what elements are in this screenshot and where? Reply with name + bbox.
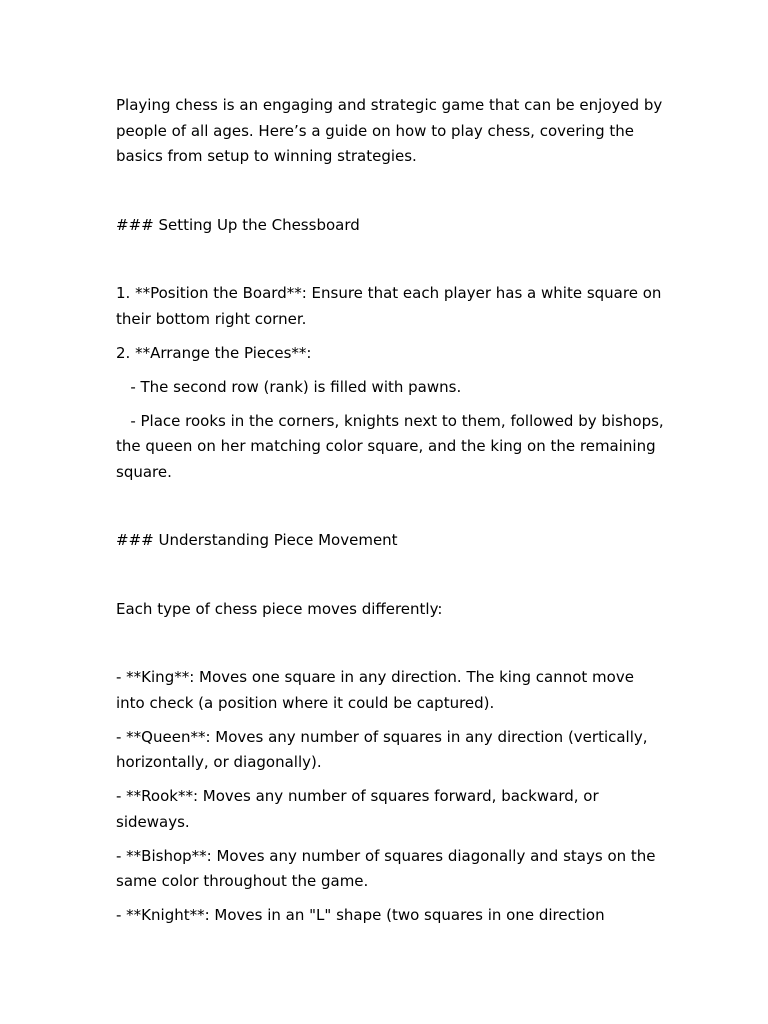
movement-intro: Each type of chess piece moves differently: <box>116 599 443 618</box>
intro-paragraph: Playing chess is an engaging and strategic game that can be enjoyed by people of all ages. Here’s a guide on how to play chess, covering the basics from setup to winning strategies. <box>116 96 663 165</box>
list-item-bishop: - **Bishop**: Moves any number of squares diagonally and stays on the same color throughout the game. <box>116 846 656 890</box>
section-heading-setup: ### Setting Up the Chessboard <box>116 215 360 234</box>
document-body <box>116 93 669 937</box>
list-item-position-board: 1. **Position the Board**: Ensure that each player has a white square on their bottom right corner. <box>116 284 662 328</box>
list-item-queen: - **Queen**: Moves any number of squares in any direction (vertically, horizontally, or diagonally). <box>116 727 648 771</box>
list-item-king: - **King**: Moves one square in any direction. The king cannot move into check (a position where it could be captured). <box>116 668 634 712</box>
section-heading-movement: ### Understanding Piece Movement <box>116 531 398 549</box>
list-item-knight: - **Knight**: Moves in an "L" shape (two squares in one direction <box>116 906 605 924</box>
list-item-arrange-pieces: 2. **Arrange the Pieces**: <box>116 343 312 362</box>
list-item-rook: - **Rook**: Moves any number of squares forward, backward, or sideways. <box>116 787 599 831</box>
sub-item-piece-placement: - Place rooks in the corners, knights next to them, followed by bishops, the queen on her matching color square, and the king on the remaining square. <box>116 411 669 481</box>
sub-item-pawns: - The second row (rank) is filled with pawns. <box>116 377 462 396</box>
